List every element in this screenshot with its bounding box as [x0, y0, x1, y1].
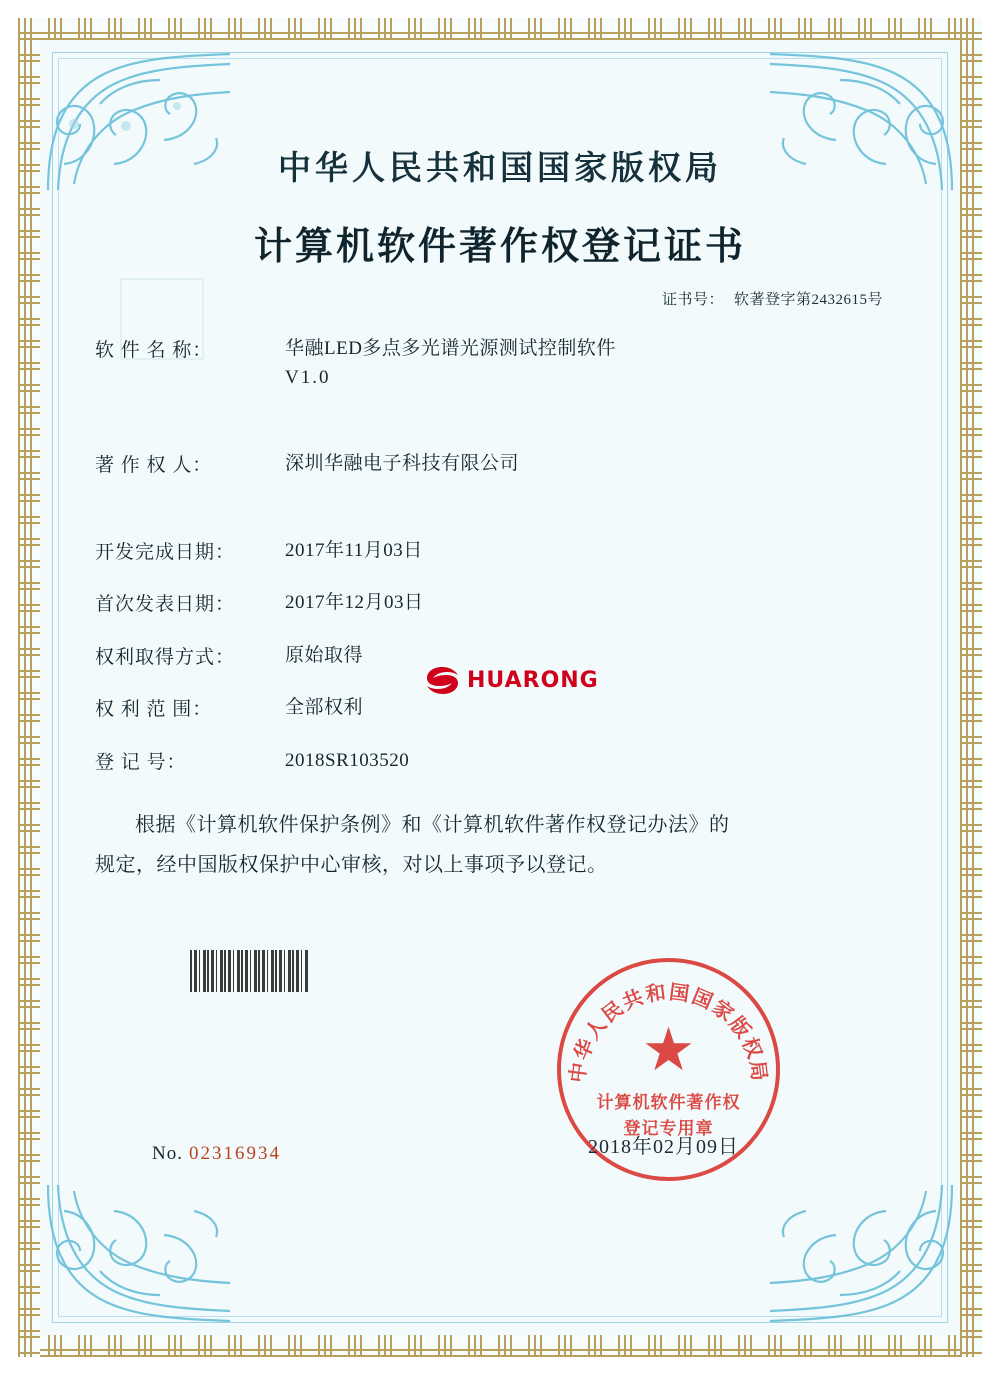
field-copyright-owner [95, 450, 905, 479]
field-value: 2018SR103520 [285, 749, 410, 771]
field-registration-number [95, 747, 905, 776]
field-label: 软 件 名 称： [95, 340, 213, 361]
field-label: 首次发表日期： [95, 594, 236, 615]
field-value: 2017年12月03日 [285, 592, 424, 613]
field-value-text: 华融LED多点多光谱光源测试控制软件 [285, 338, 616, 359]
field-label: 开发完成日期： [95, 541, 236, 563]
legal-statement [95, 805, 905, 885]
seal-line-1: 计算机软件著作权 [596, 1093, 741, 1113]
field-software-name [95, 335, 905, 392]
border-pattern-left [18, 18, 40, 1357]
huarong-logo-icon [425, 665, 459, 695]
certificate-number-line [95, 288, 905, 309]
legal-statement-line-2: 规定，经中国版权保护中心审核，对以上事项予以登记。 [95, 854, 608, 876]
seal-arc-text: 中华人民共和国国家版权局 [564, 979, 773, 1084]
seal-star-icon: ★ [641, 1017, 696, 1083]
certificate-number-value: 软著登字第2432615号 [733, 292, 883, 308]
issue-date: 2018年02月09日 [588, 1136, 739, 1158]
certificate-content [95, 120, 905, 885]
field-label: 权利取得方式： [95, 646, 236, 668]
border-pattern-top [18, 18, 982, 40]
serial-value: 02316934 [188, 1143, 281, 1164]
certificate-title: 计算机软件著作权登记证书 [253, 223, 746, 268]
field-value-version: V1.0 [285, 366, 331, 388]
issuer-title: 中华人民共和国国家版权局 [278, 148, 722, 187]
field-label: 权 利 范 围： [95, 699, 213, 720]
field-first-publish-date [95, 589, 905, 618]
legal-statement-line-1: 根据《计算机软件保护条例》和《计算机软件著作权登记办法》的 [135, 814, 730, 836]
seal-line-2: 登记专用章 [623, 1119, 714, 1139]
border-pattern-right [960, 18, 982, 1357]
certificate-number-label: 证书号： [661, 292, 724, 308]
field-label: 登 记 号： [95, 751, 187, 773]
barcode [190, 950, 308, 992]
field-label: 著 作 权 人： [95, 455, 213, 476]
field-list [95, 335, 905, 775]
field-value: 2017年11月03日 [285, 539, 423, 561]
field-development-date [95, 537, 905, 566]
spacer [95, 416, 905, 450]
huarong-logo [425, 665, 599, 695]
field-value: 原始取得 [285, 644, 364, 666]
field-value [285, 335, 905, 392]
serial-label: No. [152, 1143, 183, 1164]
border-pattern-bottom [18, 1335, 982, 1357]
spacer [95, 503, 905, 537]
field-rights-scope [95, 694, 905, 723]
huarong-logo-text: HUARONG [467, 667, 599, 693]
serial-number [152, 1143, 281, 1165]
field-value: 全部权利 [285, 697, 364, 718]
field-value: 深圳华融电子科技有限公司 [285, 453, 520, 474]
